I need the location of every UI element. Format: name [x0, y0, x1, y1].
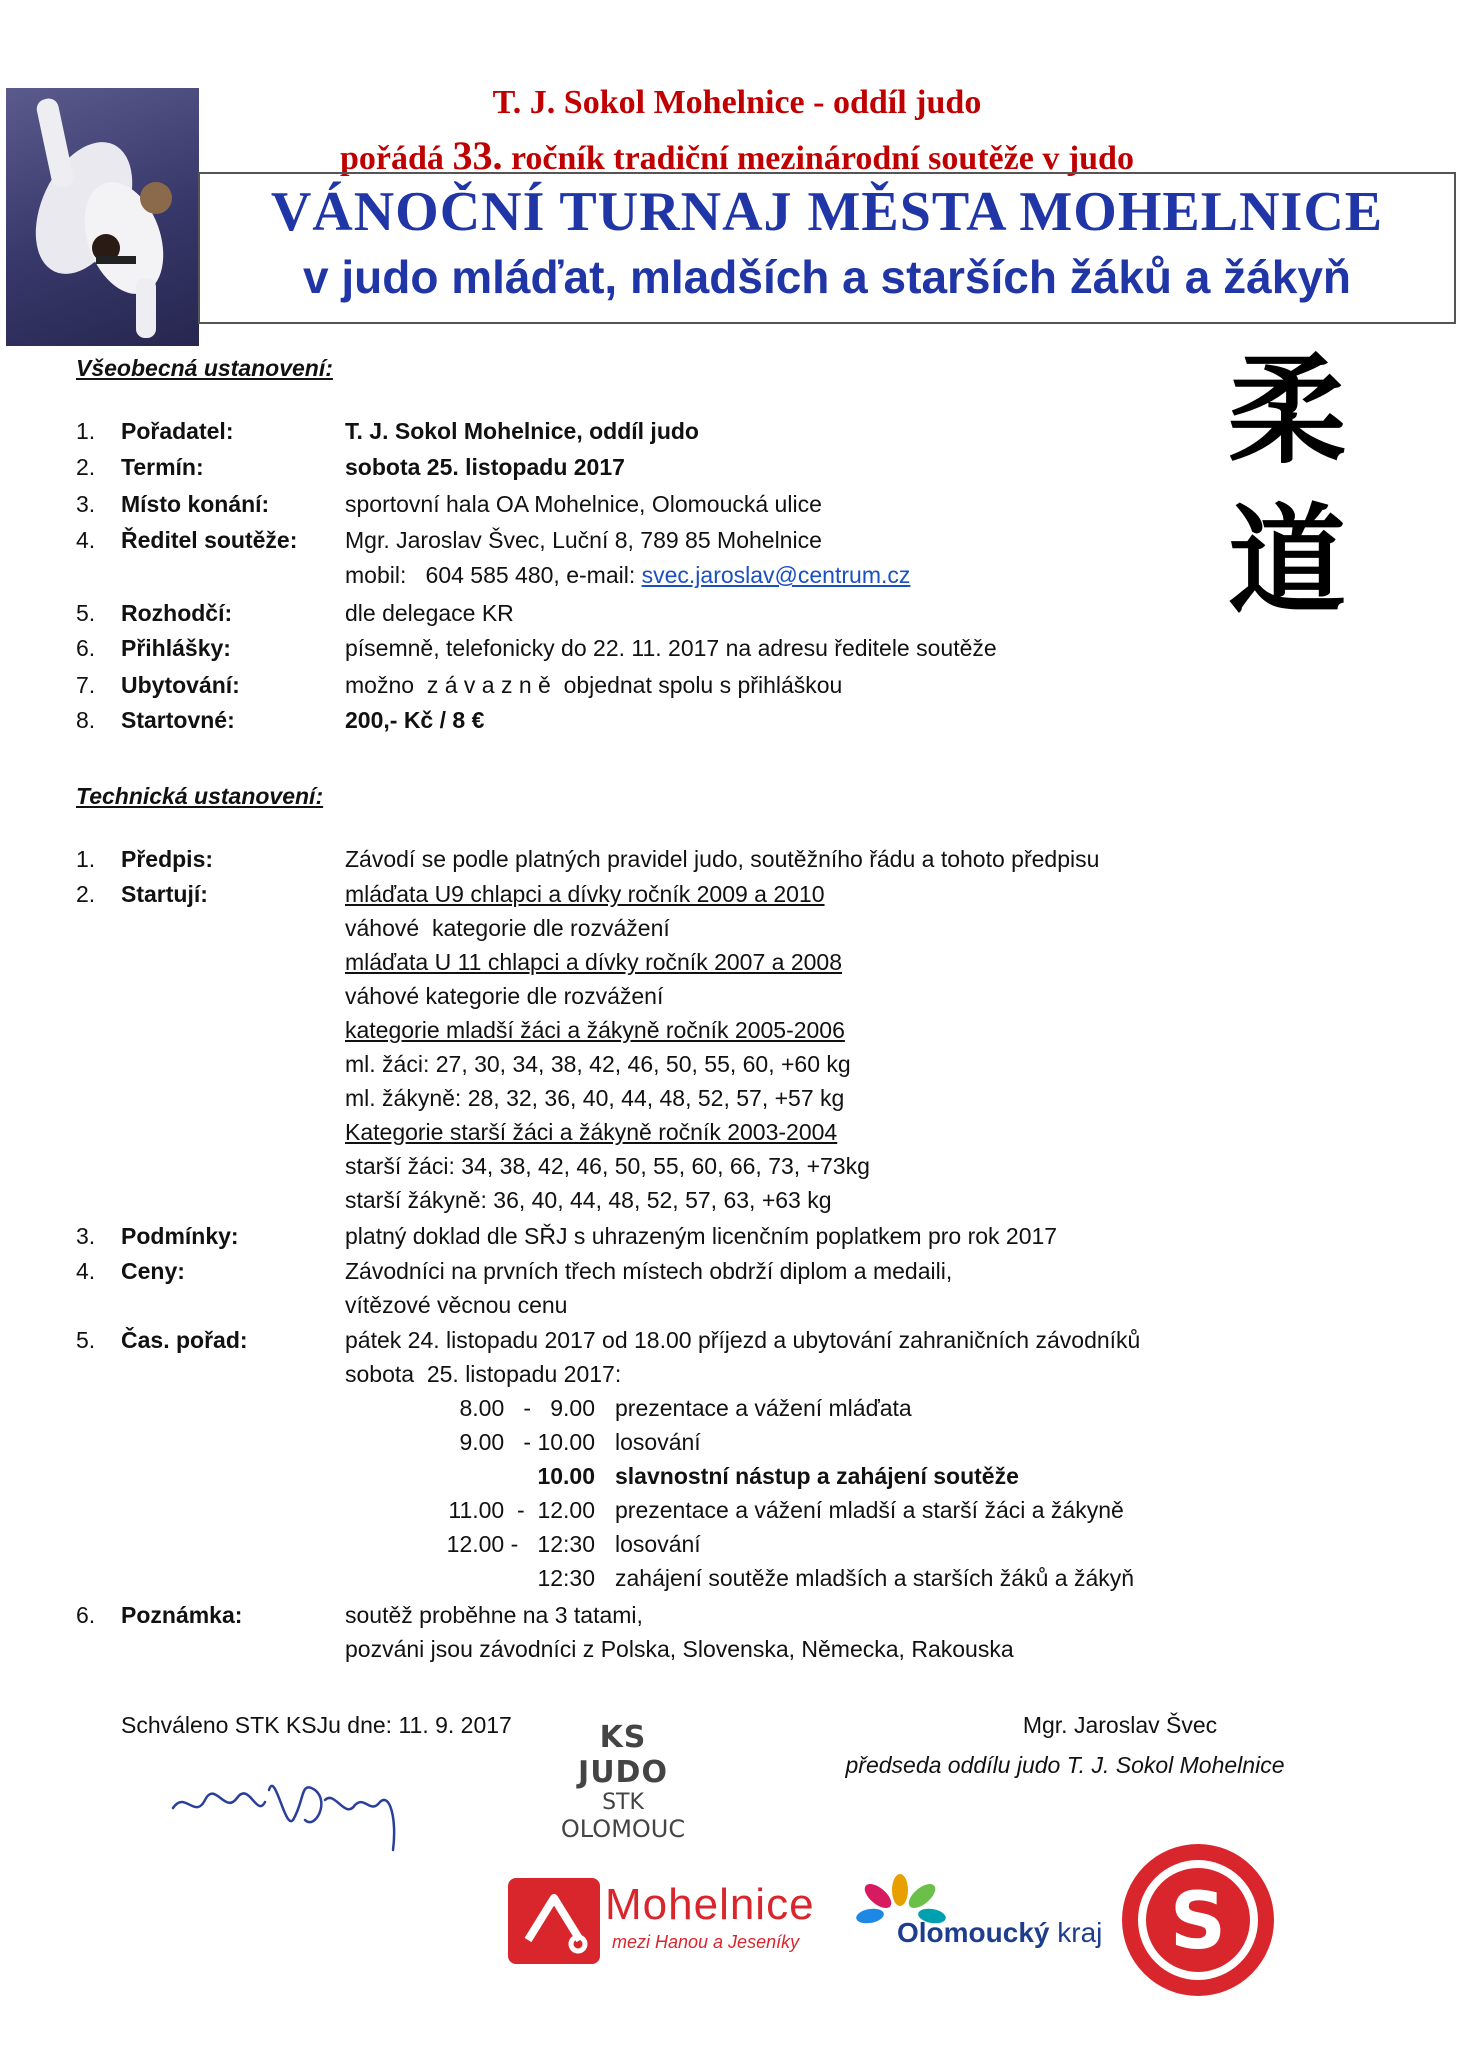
olomoucky-logo-b: kraj: [1057, 1917, 1103, 1948]
item-value: pátek 24. listopadu 2017 od 18.00 příjezd a ubytování zahraničních závodníků: [345, 1327, 1141, 1353]
item-number: 3.: [76, 1223, 96, 1249]
olomoucky-logo-a: Olomoucký: [897, 1917, 1050, 1948]
contact-line: [345, 558, 910, 592]
judo-photo: [6, 88, 199, 346]
general-item: [0, 487, 1468, 521]
item-number: 7.: [76, 672, 96, 698]
category-detail: váhové kategorie dle rozvážení: [345, 983, 664, 1009]
item-label: Přihlášky:: [121, 635, 231, 661]
schedule-desc: losování: [615, 1429, 701, 1455]
judo-throw-illustration: [6, 88, 199, 346]
main-title: VÁNOČNÍ TURNAJ MĚSTA MOHELNICE: [270, 181, 1384, 243]
item-label: Poznámka:: [121, 1602, 243, 1628]
general-item: [0, 703, 1468, 737]
mohelnice-logo-icon: [508, 1878, 600, 1964]
schedule-row: [0, 1561, 1468, 1595]
item-value: sportovní hala OA Mohelnice, Olomoucká ulice: [345, 491, 822, 517]
signer-role: předseda oddílu judo T. J. Sokol Mohelnice: [845, 1752, 1285, 1778]
item-value-cont: pozváni jsou závodníci z Polska, Slovenska, Německa, Rakouska: [345, 1636, 1014, 1662]
contact-row: [0, 558, 1468, 592]
item-number: 1.: [76, 846, 96, 872]
general-item: [0, 631, 1468, 665]
category-detail: starší žáci: 34, 38, 42, 46, 50, 55, 60, 66, 73, +73kg: [345, 1153, 870, 1179]
signature: [165, 1760, 415, 1860]
item-label: Podmínky:: [121, 1223, 239, 1249]
item-label: Čas. pořad:: [121, 1327, 248, 1353]
item-label: Startovné:: [121, 707, 235, 733]
technical-item: [0, 1323, 1468, 1357]
category-heading: mláďata U9 chlapci a dívky ročník 2009 a 2010: [345, 881, 825, 907]
stamp-line1: KS JUDO: [578, 1720, 668, 1790]
item-label: Místo konání:: [121, 491, 270, 517]
schedule-row: [0, 1391, 1468, 1425]
edition-suffix: ročník tradiční mezinárodní soutěže v judo: [510, 140, 1134, 177]
item-label: Předpis:: [121, 846, 214, 872]
mohelnice-logo-name: Mohelnice: [605, 1880, 815, 1929]
category-heading: mláďata U 11 chlapci a dívky ročník 2007 a 2008: [345, 949, 842, 975]
schedule-row: [0, 1493, 1468, 1527]
item-number: 2.: [76, 881, 96, 907]
signer-name: Mgr. Jaroslav Švec: [1022, 1712, 1218, 1738]
category-detail: starší žákyně: 36, 40, 44, 48, 52, 57, 63, +63 kg: [345, 1187, 832, 1213]
item-number: 1.: [76, 418, 96, 444]
item-value: Závodí se podle platných pravidel judo, soutěžního řádu a tohoto předpisu: [345, 846, 1100, 872]
item-number: 8.: [76, 707, 96, 733]
general-item: [0, 668, 1468, 702]
stamp-line3: OLOMOUC: [560, 1815, 686, 1843]
schedule-time: 10.00: [537, 1463, 595, 1489]
item-value: sobota 25. listopadu 2017: [345, 454, 625, 480]
item-value: písemně, telefonicky do 22. 11. 2017 na adresu ředitele soutěže: [345, 635, 997, 661]
schedule-desc: prezentace a vážení mladší a starší žáci a žákyně: [615, 1497, 1124, 1523]
general-item: [0, 523, 1468, 557]
general-item: [0, 414, 1468, 448]
item-number: 6.: [76, 635, 96, 661]
item-number: 4.: [76, 1258, 96, 1284]
kanji-do: 道: [1228, 491, 1347, 630]
sokol-logo-icon: [1118, 1840, 1278, 2000]
general-item: [0, 596, 1468, 630]
item-label: Pořadatel:: [121, 418, 234, 444]
main-subtitle: v judo mláďat, mladších a starších žáků a žákyň: [302, 251, 1352, 303]
item-number: 3.: [76, 491, 96, 517]
kanji-ju: 柔: [1228, 341, 1347, 480]
stamp-line2: STK: [602, 1790, 644, 1815]
schedule-row: [0, 1527, 1468, 1561]
item-number: 2.: [76, 454, 96, 480]
schedule-desc: slavnostní nástup a zahájení soutěže: [615, 1463, 1019, 1489]
item-number: 6.: [76, 1602, 96, 1628]
technical-heading: Technická ustanovení:: [76, 783, 324, 809]
item-value: platný doklad dle SŘJ s uhrazeným licenčním poplatkem pro rok 2017: [345, 1223, 1058, 1249]
sokol-logo-letter: S: [1169, 1877, 1227, 1967]
item-label: Ředitel soutěže:: [121, 527, 298, 553]
general-item: [0, 450, 1468, 484]
schedule-row: [0, 1459, 1468, 1493]
schedule-row: [0, 1425, 1468, 1459]
item-value: T. J. Sokol Mohelnice, oddíl judo: [345, 418, 699, 444]
email-link[interactable]: svec.jaroslav@centrum.cz: [641, 562, 911, 588]
item-value: možno z á v a z n ě objednat spolu s přihláškou: [345, 672, 843, 698]
schedule-time: 12:30: [537, 1565, 595, 1591]
category-heading: kategorie mladší žáci a žákyně ročník 2005-2006: [345, 1017, 845, 1043]
item-value: 200,- Kč / 8 €: [345, 707, 485, 733]
schedule-time: 8.00 - 9.00: [459, 1395, 595, 1421]
category-heading: Kategorie starší žáci a žákyně ročník 2003-2004: [345, 1119, 838, 1145]
schedule-time: 11.00 - 12.00: [448, 1497, 595, 1523]
item-value: soutěž proběhne na 3 tatami,: [345, 1602, 643, 1628]
item-label: Startují:: [121, 881, 208, 907]
stamp: [553, 1720, 693, 1843]
approval-note: Schváleno STK KSJu dne: 11. 9. 2017: [121, 1712, 512, 1738]
edition-number: 33.: [452, 133, 503, 178]
technical-item: [0, 1598, 1468, 1632]
item-label: Ceny:: [121, 1258, 185, 1284]
item-label: Ubytování:: [121, 672, 240, 698]
olomoucky-logo-text: [897, 1917, 1102, 1949]
item-label: Termín:: [121, 454, 204, 480]
item-number: 4.: [76, 527, 96, 553]
item-value: Mgr. Jaroslav Švec, Luční 8, 789 85 Mohelnice: [345, 527, 822, 553]
edition-prefix: pořádá: [340, 140, 444, 177]
general-heading: Všeobecná ustanovení:: [76, 355, 333, 381]
contact-prefix: mobil: 604 585 480, e-mail:: [345, 562, 642, 588]
item-number: 5.: [76, 1327, 96, 1353]
schedule-desc: prezentace a vážení mláďata: [615, 1395, 912, 1421]
schedule-time: 12.00 - 12:30: [446, 1531, 595, 1557]
item-value-cont: sobota 25. listopadu 2017:: [345, 1361, 622, 1387]
item-value-cont: vítězové věcnou cenu: [345, 1292, 568, 1318]
technical-item: [0, 1219, 1468, 1253]
category-detail: ml. žákyně: 28, 32, 36, 40, 44, 48, 52, 57, +57 kg: [345, 1085, 845, 1111]
mohelnice-logo-tagline: mezi Hanou a Jeseníky: [612, 1932, 800, 1952]
category-detail: váhové kategorie dle rozvážení: [345, 915, 670, 941]
item-value: Závodníci na prvních třech místech obdrží diplom a medaili,: [345, 1258, 953, 1284]
schedule-desc: zahájení soutěže mladších a starších žáků a žákyň: [615, 1565, 1135, 1591]
organizer-line: T. J. Sokol Mohelnice - oddíl judo: [492, 84, 982, 121]
technical-item: [0, 842, 1468, 876]
item-value: dle delegace KR: [345, 600, 514, 626]
schedule-desc: losování: [615, 1531, 701, 1557]
technical-item: [0, 877, 1468, 911]
schedule-time: 9.00 - 10.00: [459, 1429, 595, 1455]
item-number: 5.: [76, 600, 96, 626]
item-label: Rozhodčí:: [121, 600, 233, 626]
technical-item: [0, 1254, 1468, 1288]
category-detail: ml. žáci: 27, 30, 34, 38, 42, 46, 50, 55, 60, +60 kg: [345, 1051, 851, 1077]
